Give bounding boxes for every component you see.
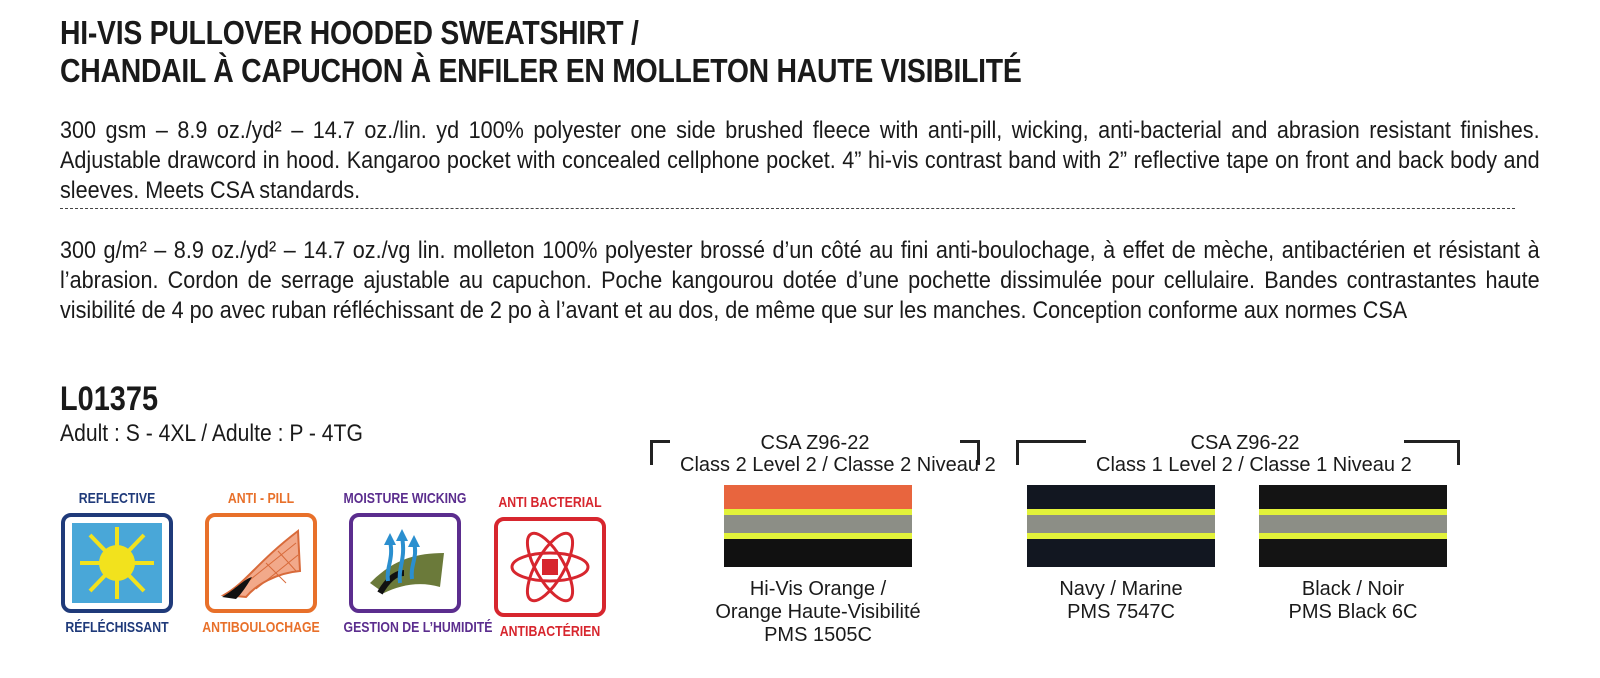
reflective-icon xyxy=(72,523,162,603)
badge-label-top: ANTI - PILL xyxy=(227,490,295,507)
swatch-caption-black xyxy=(1223,578,1483,624)
swatch-pms: PMS 7547C xyxy=(1067,601,1175,623)
swatch-name: Navy / Marine xyxy=(1059,578,1183,600)
swatch-name-french: Orange Haute-Visibilité xyxy=(715,601,921,623)
feature-badge-moisture-wicking xyxy=(330,490,493,636)
swatch-top-band xyxy=(724,485,912,509)
product-code: L01375 xyxy=(60,380,159,418)
feature-badge-reflective xyxy=(42,490,192,636)
swatch-reflective-band xyxy=(724,515,912,533)
title-line-english: HI-VIS PULLOVER HOODED SWEATSHIRT / xyxy=(60,14,639,51)
size-range: Adult : S - 4XL / Adulte : P - 4TG xyxy=(60,420,363,447)
anti-bacterial-icon xyxy=(505,527,595,607)
class-2-level: Class 2 Level 2 / Classe 2 Niveau 2 xyxy=(680,454,996,476)
badge-label-bottom: RÉFLÉCHISSANT xyxy=(65,619,169,636)
badge-label-bottom: ANTIBACTÉRIEN xyxy=(499,623,601,640)
moisture-wicking-icon xyxy=(360,523,450,603)
swatch-stripe-lower xyxy=(1027,533,1215,539)
badge-frame xyxy=(349,513,461,613)
badge-label-bottom: ANTIBOULOCHAGE xyxy=(202,619,320,636)
class-1-level: Class 1 Level 2 / Classe 1 Niveau 2 xyxy=(1096,454,1412,476)
badge-label-top: REFLECTIVE xyxy=(78,490,156,507)
badge-frame xyxy=(61,513,173,613)
swatch-caption-navy xyxy=(991,578,1251,624)
swatch-top-band xyxy=(1027,485,1215,509)
swatch-caption-hi-vis-orange xyxy=(688,578,948,647)
badge-frame xyxy=(494,517,606,617)
color-swatch-navy xyxy=(1027,485,1215,567)
feature-badge-anti-pill xyxy=(186,490,336,636)
badge-label-top: MOISTURE WICKING xyxy=(343,490,467,507)
swatch-pms: PMS Black 6C xyxy=(1288,601,1418,623)
badge-label-bottom: GESTION DE L’HUMIDITÉ xyxy=(343,619,493,636)
swatch-reflective-band xyxy=(1259,515,1447,533)
swatch-stripe-lower xyxy=(724,533,912,539)
class-2-label xyxy=(670,432,996,476)
badge-label-top: ANTI BACTERIAL xyxy=(498,494,602,511)
description-french: 300 g/m² – 8.9 oz./yd² – 14.7 oz./vg lin. molleton 100% polyester brossé d’un côté au fini anti-boulochage, à effet de mèche, antibactérien et résistant à l’abrasion. Cordon de serrage ajustable au capuchon. Poche kangourou dotée d’une pochette dissimulée pour cellulaire. Bandes contrastantes haute visibilité de 4 po avec ruban réfléchissant de 2 po à l’avant et au dos, de même que sur les manches. Conception conforme aux normes CSA xyxy=(60,237,1540,324)
color-swatch-hi-vis-orange xyxy=(724,485,912,567)
class-1-standard: CSA Z96-22 xyxy=(1190,432,1300,454)
class-1-label xyxy=(1086,432,1412,476)
feature-badge-anti-bacterial xyxy=(475,494,625,640)
swatch-pms: PMS 1505C xyxy=(764,624,872,646)
swatch-stripe-lower xyxy=(1259,533,1447,539)
swatch-top-band xyxy=(1259,485,1447,509)
class-2-standard: CSA Z96-22 xyxy=(760,432,870,454)
description-english: 300 gsm – 8.9 oz./yd² – 14.7 oz./lin. yd 100% polyester one side brushed fleece with anti-pill, wicking, anti-bacterial and abrasion resistant finishes. Adjustable drawcord in hood. Kangaroo pocket with concealed cellphone pocket. 4” hi-vis contrast band with 2” reflective tape on front and back body and sleeves. Meets CSA standards. xyxy=(60,117,1540,204)
swatch-name: Hi-Vis Orange / xyxy=(749,578,887,600)
product-title xyxy=(60,14,1350,90)
swatch-name: Black / Noir xyxy=(1301,578,1405,600)
color-swatch-black xyxy=(1259,485,1447,567)
swatch-reflective-band xyxy=(1027,515,1215,533)
badge-frame xyxy=(205,513,317,613)
title-line-french: CHANDAIL À CAPUCHON À ENFILER EN MOLLETON HAUTE VISIBILITÉ xyxy=(60,52,1022,89)
dashed-divider xyxy=(60,208,1515,209)
anti-pill-icon xyxy=(216,523,306,603)
